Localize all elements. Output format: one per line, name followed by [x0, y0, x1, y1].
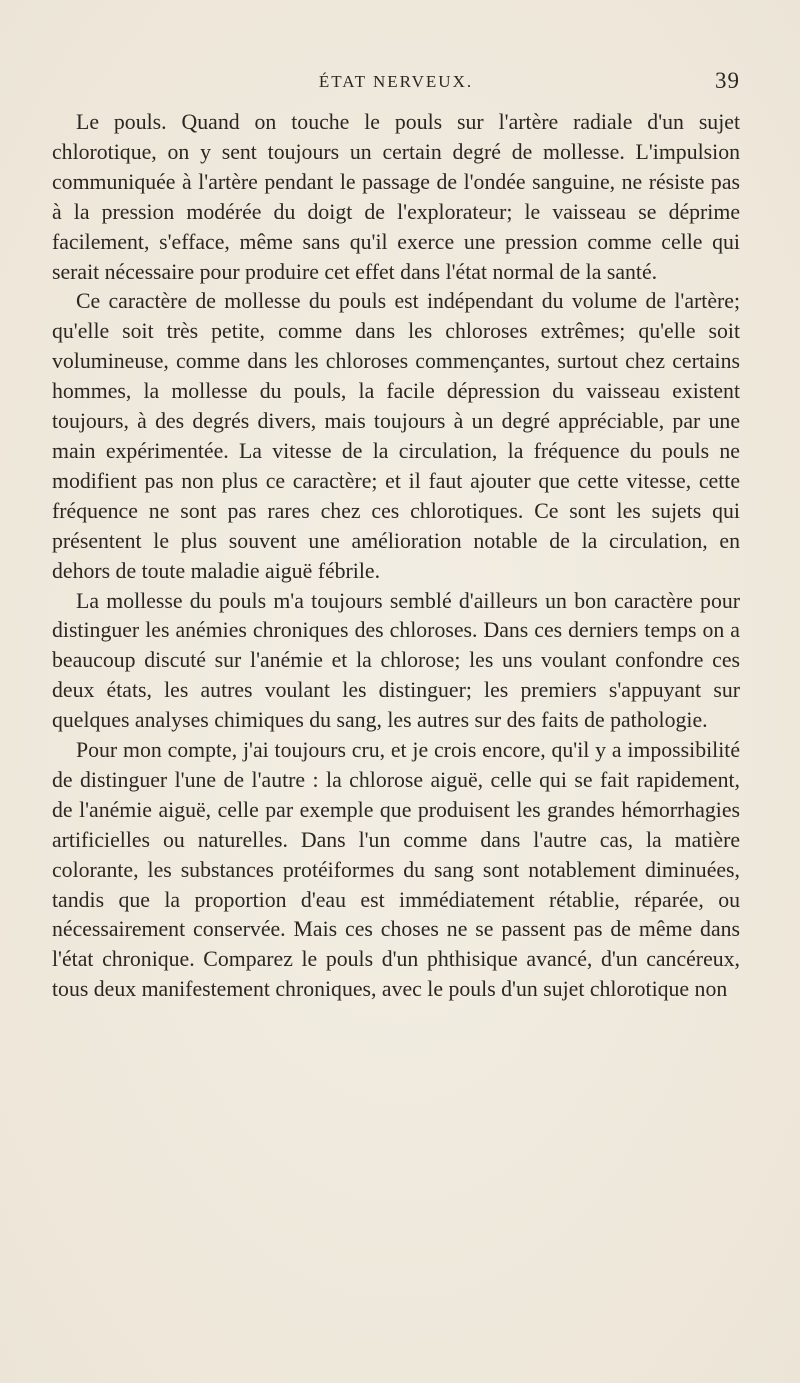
- paragraph-anemies: La mollesse du pouls m'a toujours semblé d'ailleurs un bon caractère pour distinguer les anémies chroniques des chloroses. Dans ces derniers temps on a beaucoup discuté sur l'anémie et la chlorose; les uns voulant confondre ces deux états, les autres voulant les distinguer; les premiers s'appuyant sur quelques analyses chimiques du sang, les autres sur des faits de pathologie.: [52, 588, 740, 733]
- paragraph-pouls: Le pouls. Quand on touche le pouls sur l'artère radiale d'un sujet chlorotique, on y sent toujours un certain degré de mollesse. L'impulsion communiquée à l'artère pendant le passage de l'ondée sanguine, ne résiste pas à la pression modérée du doigt de l'explorateur; le vaisseau se déprime facilement, s'efface, même sans qu'il exerce une pression comme celle qui serait nécessaire pour produire cet effet dans l'état normal de la santé.: [52, 110, 740, 284]
- running-head: [52, 68, 740, 108]
- paragraph-compte: Pour mon compte, j'ai toujours cru, et je crois encore, qu'il y a impossibilité de distinguer l'une de l'autre : la chlorose aiguë, celle qui se fait rapidement, de l'anémie aiguë, celle par exemple que produisent les grandes hémorrhagies artificielles ou naturelles. Dans l'un comme dans l'autre cas, la matière colorante, les substances protéiformes du sang sont notablement diminuées, tandis que la proportion d'eau est immédiatement rétablie, réparée, ou nécessairement conservée. Mais ces choses ne se passent pas de même dans l'état chronique. Comparez le pouls d'un phthisique avancé, d'un cancéreux, tous deux manifestement chroniques, avec le pouls d'un sujet chlorotique non: [52, 738, 740, 1002]
- page-number: 39: [715, 68, 740, 93]
- running-title: ÉTAT NERVEUX.: [318, 72, 474, 91]
- body-text: [52, 108, 740, 1005]
- paragraph-mollesse: Ce caractère de mollesse du pouls est indépendant du volume de l'artère; qu'elle soit très petite, comme dans les chloroses extrêmes; qu'elle soit volumineuse, comme dans les chloroses commençantes, surtout chez certains hommes, la mollesse du pouls, la facile dépression du vaisseau existent toujours, à des degrés divers, mais toujours à un degré appréciable, par une main expérimentée. La vitesse de la circulation, la fréquence du pouls ne modifient pas non plus ce caractère; et il faut ajouter que cette vitesse, cette fréquence ne sont pas rares chez ces chlorotiques. Ce sont les sujets qui présentent le plus souvent une amélioration notable de la circulation, en dehors de toute maladie aiguë fébrile.: [52, 289, 740, 583]
